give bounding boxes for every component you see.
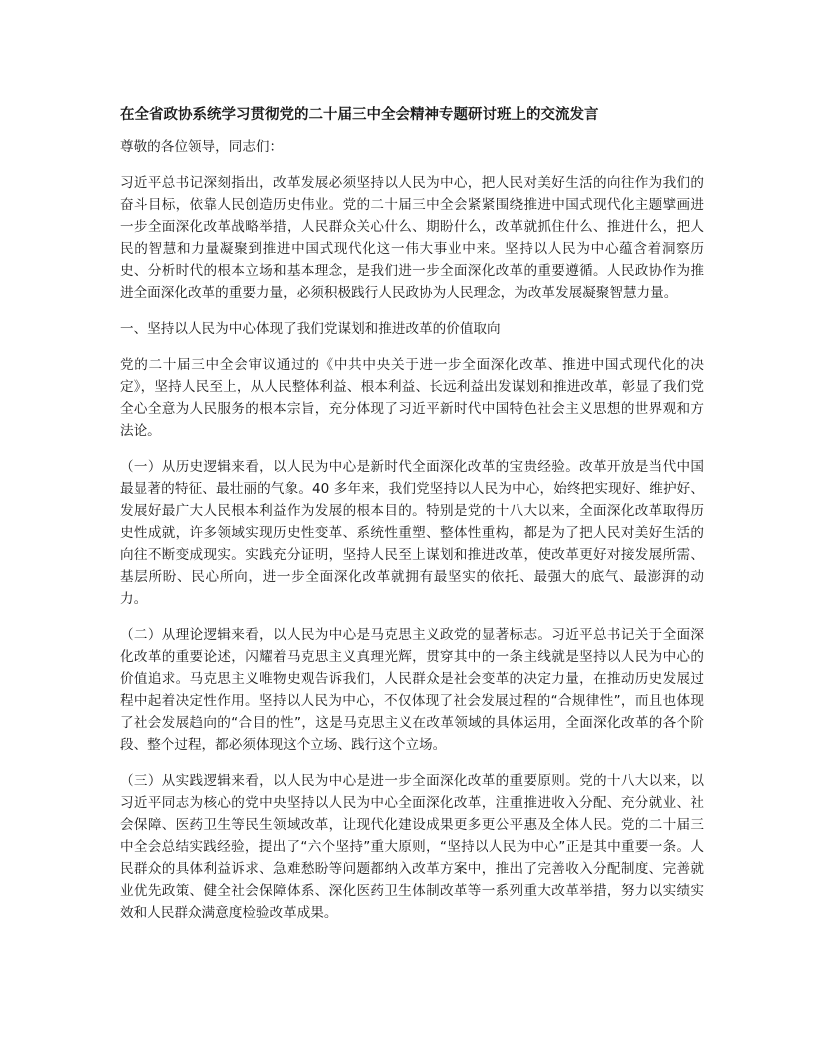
section-1-heading: 一、坚持以人民为中心体现了我们党谋划和推进改革的价值取向 — [120, 321, 501, 337]
point-2-paragraph: （二）从理论逻辑来看，以人民为中心是马克思主义政党的显著标志。习近平总书记关于全面深化改革的重要论述，闪耀着马克思主义真理光辉，贯穿其中的一条主线就是坚持以人民为中心的价值追求。马克思主义唯物史观告诉我们，人民群众是社会变革的决定力量，在推动历史发展过程中起着决定性作用。坚持以人民为中心，不仅体现了社会发展过程的“合规律性”，而且也体现了社会发展趋向的“合目的性”，这是马克思主义在改革领域的具体运用，全面深化改革的各个阶段、整个过程，都必须体现这个立场、践行这个立场。 — [120, 627, 704, 753]
intro-paragraph: 习近平总书记深刻指出，改革发展必须坚持以人民为中心，把人民对美好生活的向往作为我们的奋斗目标，依靠人民创造历史伟业。党的二十届三中全会紧紧围绕推进中国式现代化主题擘画进一步全面深化改革战略举措，人民群众关心什么、期盼什么，改革就抓住什么、推进什么，把人民的智慧和力量凝聚到推进中国式现代化这一伟大事业中来。坚持以人民为中心蕴含着洞察历史、分析时代的根本立场和基本理念，是我们进一步全面深化改革的重要遵循。人民政协作为推进全面深化改革的重要力量，必须积极践行人民政协为人民理念，为改革发展凝聚智慧力量。 — [120, 175, 704, 301]
point-3-paragraph: （三）从实践逻辑来看，以人民为中心是进一步全面深化改革的重要原则。党的十八大以来，以习近平同志为核心的党中央坚持以人民为中心全面深化改革，注重推进收入分配、充分就业、社会保障、医药卫生等民生领域改革，让现代化建设成果更多更公平惠及全体人民。党的二十届三中全会总结实践经验，提出了“六个坚持”重大原则，“坚持以人民为中心”正是其中重要一条。人民群众的具体利益诉求、急难愁盼等问题都纳入改革方案中，推出了完善收入分配制度、完善就业优先政策、健全社会保障体系、深化医药卫生体制改革等一系列重大改革举措，努力以实绩实效和人民群众满意度检验改革成果。 — [120, 773, 704, 921]
section-1-paragraph: 党的二十届三中全会审议通过的《中共中央关于进一步全面深化改革、推进中国式现代化的决定》，坚持人民至上，从人民整体利益、根本利益、长远利益出发谋划和推进改革，彰显了我们党全心全意为人民服务的根本宗旨，充分体现了习近平新时代中国特色社会主义思想的世界观和方法论。 — [120, 357, 704, 439]
point-1-paragraph: （一）从历史逻辑来看，以人民为中心是新时代全面深化改革的宝贵经验。改革开放是当代中国最显著的特征、最壮丽的气象。40 多年来，我们党坚持以人民为中心，始终把实现好、维护好、发展好最广大人民根本利益作为发展的根本目的。特别是党的十八大以来，全面深化改革取得历史性成就，许多领域实现历史性变革、系统性重塑、整体性重构，都是为了把人民对美好生活的向往不断变成现实。实践充分证明，坚持人民至上谋划和推进改革，使改革更好对接发展所需、基层所盼、民心所向，进一步全面深化改革就拥有最坚实的依托、最强大的底气、最澎湃的动力。 — [120, 459, 704, 607]
document-page — [120, 104, 704, 938]
document-title: 在全省政协系统学习贯彻党的二十届三中全会精神专题研讨班上的交流发言 — [120, 107, 599, 123]
greeting: 尊敬的各位领导，同志们： — [120, 139, 284, 155]
